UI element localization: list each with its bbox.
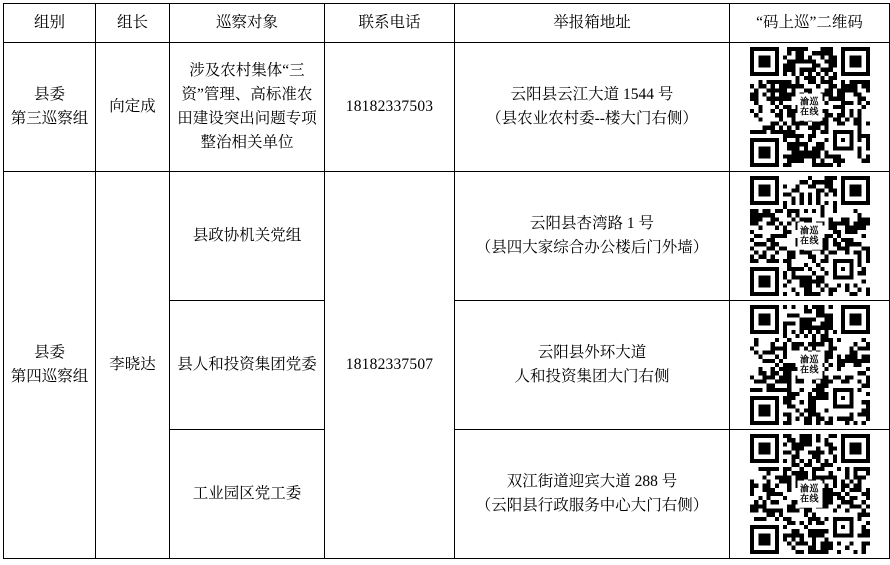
table-row: [4, 43, 890, 172]
qr-label-line-1: 渝巡: [799, 225, 820, 236]
address-line-2: （县农业农村委--楼大门右侧）: [486, 110, 698, 127]
qr-code-label: [797, 352, 822, 379]
qr-label-line-2: 在线: [799, 107, 820, 117]
inspection-table: [3, 3, 890, 559]
qr-label-line-2: 在线: [799, 236, 820, 246]
cell-group: [4, 43, 96, 172]
qr-code-label: [797, 223, 822, 250]
table-body: [4, 43, 890, 559]
header-target: 巡察对象: [170, 4, 325, 43]
qr-code-icon[interactable]: [750, 176, 870, 296]
qr-label-line-1: 渝巡: [799, 483, 820, 494]
cell-target: 工业园区党工委: [170, 430, 325, 559]
cell-qrcode: [730, 301, 890, 430]
qr-code-label: [797, 481, 822, 508]
cell-leader: 李晓达: [96, 172, 170, 559]
qr-label-line-2: 在线: [799, 365, 820, 375]
qr-label-line-1: 渝巡: [799, 354, 820, 365]
address-line-2: 人和投资集团大门右侧: [514, 368, 670, 385]
cell-group: [4, 172, 96, 559]
header-qrcode: “码上巡”二维码: [730, 4, 890, 43]
cell-address: [455, 172, 730, 301]
group-line-2: 第四巡察组: [10, 368, 89, 385]
cell-target: 县政协机关党组: [170, 172, 325, 301]
header-leader: 组长: [96, 4, 170, 43]
address-line-2: （云阳县行政服务中心大门右侧）: [475, 497, 709, 514]
address-line-1: 云阳县杏湾路 1 号: [529, 214, 654, 232]
cell-address: [455, 430, 730, 559]
cell-qrcode: [730, 43, 890, 172]
address-line-1: 双江街道迎宾大道 288 号: [506, 472, 678, 490]
group-line-2: 第三巡察组: [10, 110, 89, 127]
cell-target: 县人和投资集团党委: [170, 301, 325, 430]
table-header: [4, 4, 890, 43]
group-line-1: 县委: [33, 85, 65, 103]
qr-code-icon[interactable]: [750, 305, 870, 425]
table-row: [4, 172, 890, 301]
cell-phone: 18182337507: [325, 172, 455, 559]
header-group: 组别: [4, 4, 96, 43]
address-line-1: 云阳县外环大道: [537, 343, 647, 361]
header-phone: 联系电话: [325, 4, 455, 43]
cell-qrcode: [730, 172, 890, 301]
qr-code-label: [797, 94, 822, 121]
address-line-2: （县四大家综合办公楼后门外墙）: [475, 239, 709, 256]
table-header-row: [4, 4, 890, 43]
qr-code-icon[interactable]: [750, 434, 870, 554]
address-line-1: 云阳县云江大道 1544 号: [510, 85, 674, 103]
cell-address: [455, 43, 730, 172]
cell-leader: 向定成: [96, 43, 170, 172]
cell-address: [455, 301, 730, 430]
cell-phone: 18182337503: [325, 43, 455, 172]
qr-label-line-2: 在线: [799, 494, 820, 504]
document-page: [0, 3, 890, 565]
qr-label-line-1: 渝巡: [799, 96, 820, 107]
header-address: 举报箱地址: [455, 4, 730, 43]
cell-qrcode: [730, 430, 890, 559]
qr-code-icon[interactable]: [750, 47, 870, 167]
cell-target: 涉及农村集体“三资”管理、高标准农田建设突出问题专项整治相关单位: [170, 43, 325, 172]
group-line-1: 县委: [33, 343, 65, 361]
